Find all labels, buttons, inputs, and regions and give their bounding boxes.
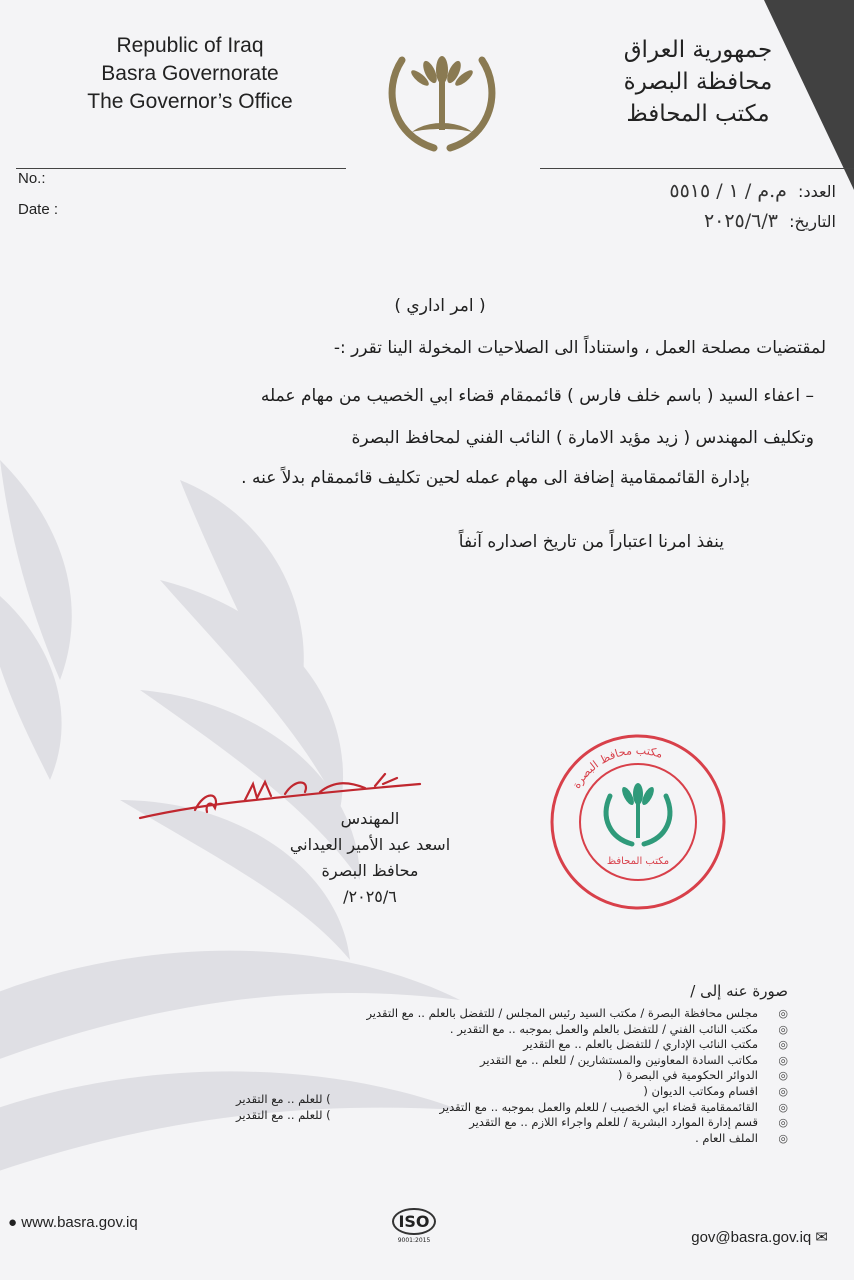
body-paragraph-line-2: وتكليف المهندس ( زيد مؤيد الامارة ) النائب الفني لمحافظ البصرة bbox=[351, 428, 814, 448]
date-label-en: Date : bbox=[18, 201, 59, 218]
letterhead-en-line-2: Basra Governorate bbox=[101, 62, 279, 85]
letterhead-ar-line-2: محافظة البصرة bbox=[623, 69, 773, 95]
number-value-ar: م.م / ١ / ٥٥١٥ bbox=[669, 180, 787, 202]
body-paragraph-line-1: – اعفاء السيد ( باسم خلف فارس ) قائممقام قضاء ابي الخصيب من مهام عمله bbox=[260, 386, 814, 406]
footer-email bbox=[691, 1228, 828, 1246]
date-label-ar: التاريخ: bbox=[789, 212, 836, 231]
header-divider-right bbox=[540, 168, 854, 169]
signature-block bbox=[270, 806, 470, 910]
signatory-title: المهندس bbox=[340, 809, 400, 828]
globe-icon: ● bbox=[8, 1214, 18, 1231]
letterhead-ar-line-1: جمهورية العراق bbox=[623, 37, 773, 63]
body-closing: ينفذ امرنا اعتباراً من تاريخ اصداره آنفاً bbox=[458, 532, 724, 552]
copy-recipient: ◎ الملف العام . bbox=[208, 1131, 768, 1147]
document-title: ( امر اداري ) bbox=[394, 296, 486, 316]
arabic-letterhead bbox=[578, 34, 818, 130]
governorate-emblem-logo bbox=[372, 40, 512, 160]
website-text: www.basra.gov.iq bbox=[21, 1214, 138, 1231]
copies-to-list bbox=[208, 1006, 768, 1146]
copy-recipient: ◎ مكتب النائب الإداري / للتفضل بالعلم .. مع التقدير bbox=[208, 1037, 768, 1053]
signatory-name: اسعد عبد الأمير العيداني bbox=[289, 835, 451, 854]
copy-recipient: ◎ مكتب النائب الفني / للتفضل بالعلم والعمل بموجبه .. مع التقدير . bbox=[208, 1022, 768, 1038]
number-label-en: No.: bbox=[18, 170, 46, 187]
copy-recipient: ◎ القائممقامية قضاء ابي الخصيب / للعلم والعمل بموجبه .. مع التقدير bbox=[208, 1100, 768, 1116]
body-paragraph-line-3: بإدارة القائممقامية إضافة الى مهام عمله لحين تكليف قائممقام بدلاً عنه . bbox=[241, 468, 750, 488]
letterhead-ar-line-3: مكتب المحافظ bbox=[626, 101, 770, 127]
copy-recipient: ◎ اقسام ومكاتب الديوان ( bbox=[208, 1084, 768, 1100]
header-divider-left bbox=[16, 168, 346, 169]
office-stamp-seal bbox=[548, 732, 728, 912]
date-field-ar bbox=[704, 210, 836, 232]
copies-to-heading: صورة عنه إلى / bbox=[690, 982, 788, 1000]
date-value-ar: ٢٠٢٥/٦/٣ bbox=[703, 210, 778, 232]
envelope-icon: ✉ bbox=[815, 1229, 828, 1246]
stamp-center-text: مكتب المحافظ bbox=[606, 856, 670, 867]
signatory-position: محافظ البصرة bbox=[321, 861, 419, 880]
copies-side-note-1: ) للعلم .. مع التقدير bbox=[236, 1092, 331, 1106]
number-field-ar bbox=[669, 180, 836, 202]
letterhead-en-line-1: Republic of Iraq bbox=[116, 34, 264, 57]
email-text: gov@basra.gov.iq bbox=[691, 1229, 812, 1246]
iso-code: 9001:2015 bbox=[397, 1237, 431, 1244]
iso-logo: ISO bbox=[392, 1208, 435, 1235]
copy-recipient: ◎ قسم إدارة الموارد البشرية / للعلم واجراء اللازم .. مع التقدير bbox=[208, 1115, 768, 1131]
copy-recipient: ◎ مجلس محافظة البصرة / مكتب السيد رئيس المجلس / للتفضل بالعلم .. مع التقدير bbox=[208, 1006, 768, 1022]
body-intro: لمقتضيات مصلحة العمل ، واستناداً الى الصلاحيات المخولة الينا تقرر :- bbox=[333, 338, 826, 358]
english-letterhead bbox=[70, 32, 310, 116]
copy-recipient: ◎ الدوائر الحكومية في البصرة ( bbox=[208, 1068, 768, 1084]
iso-certification-mark bbox=[390, 1208, 438, 1244]
number-label-ar: العدد: bbox=[798, 182, 836, 201]
copies-side-note-2: ) للعلم .. مع التقدير bbox=[236, 1108, 331, 1122]
letterhead-en-line-3: The Governor’s Office bbox=[87, 90, 293, 113]
footer-website bbox=[8, 1214, 138, 1231]
signature-date: ٢٠٢٥/٦/ bbox=[343, 887, 397, 906]
stamp-ring-text: مكتب محافظ البصرة bbox=[569, 743, 665, 791]
copy-recipient: ◎ مكاتب السادة المعاونين والمستشارين / للعلم .. مع التقدير bbox=[208, 1053, 768, 1069]
